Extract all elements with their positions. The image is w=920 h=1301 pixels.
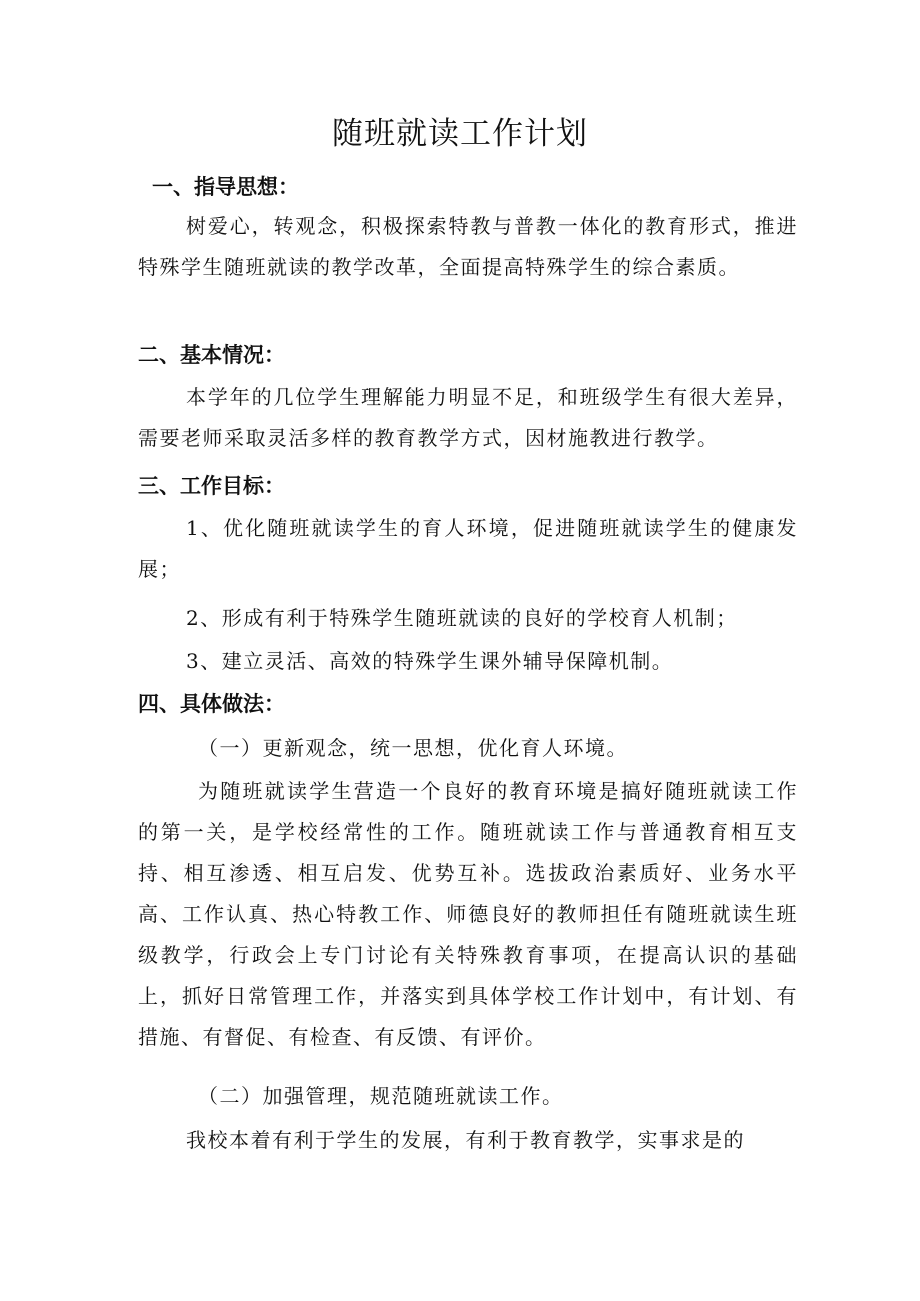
paragraph-goal-2: 2、形成有利于特殊学生随班就读的良好的学校育人机制； [186,606,738,630]
paragraph-education-environment: 为随班就读学生营造一个良好的教育环境是搞好随班就读工作的第一关，是学校经常性的工作。随班就读工作与普通教育相互支持、相互渗透、相互启发、优势互补。选拔政治素质好、业务水平高、工作认真、热心特教工作、师德良好的教师担任有随班就读生班级教学，行政会上专门讨论有关特殊教育事项，在提高认识的基础上，抓好日常管理工作，并落实到具体学校工作计划中，有计划、有措施、有督促、有检查、有反馈、有评价。 [138,779,798,1049]
paragraph-guiding-ideology: 树爱心，转观念，积极探索特教与普教一体化的教育形式，推进特殊学生随班就读的教学改革，全面提高特殊学生的综合素质。 [138,214,798,279]
section-heading-specific-methods: 四、具体做法： [138,692,285,716]
paragraph-goal-3: 3、建立灵活、高效的特殊学生课外辅导保障机制。 [186,649,674,673]
section-heading-work-goals: 三、工作目标： [138,474,285,498]
document-title: 随班就读工作计划 [332,116,588,152]
subheading-update-concepts: （一）更新观念，统一思想，优化育人环境。 [198,736,628,760]
subheading-strengthen-management: （二）加强管理，规范随班就读工作。 [198,1084,564,1108]
paragraph-goal-1: 1、优化随班就读学生的育人环境，促进随班就读学生的健康发展； [138,516,798,581]
section-heading-guiding-ideology: 一、指导思想： [152,175,299,199]
section-heading-basic-situation: 二、基本情况： [138,343,285,367]
paragraph-school-principle: 我校本着有利于学生的发展，有利于教育教学，实事求是的 [186,1128,745,1152]
paragraph-basic-situation: 本学年的几位学生理解能力明显不足，和班级学生有很大差异，需要老师采取灵活多样的教育教学方式，因材施教进行教学。 [138,385,798,450]
